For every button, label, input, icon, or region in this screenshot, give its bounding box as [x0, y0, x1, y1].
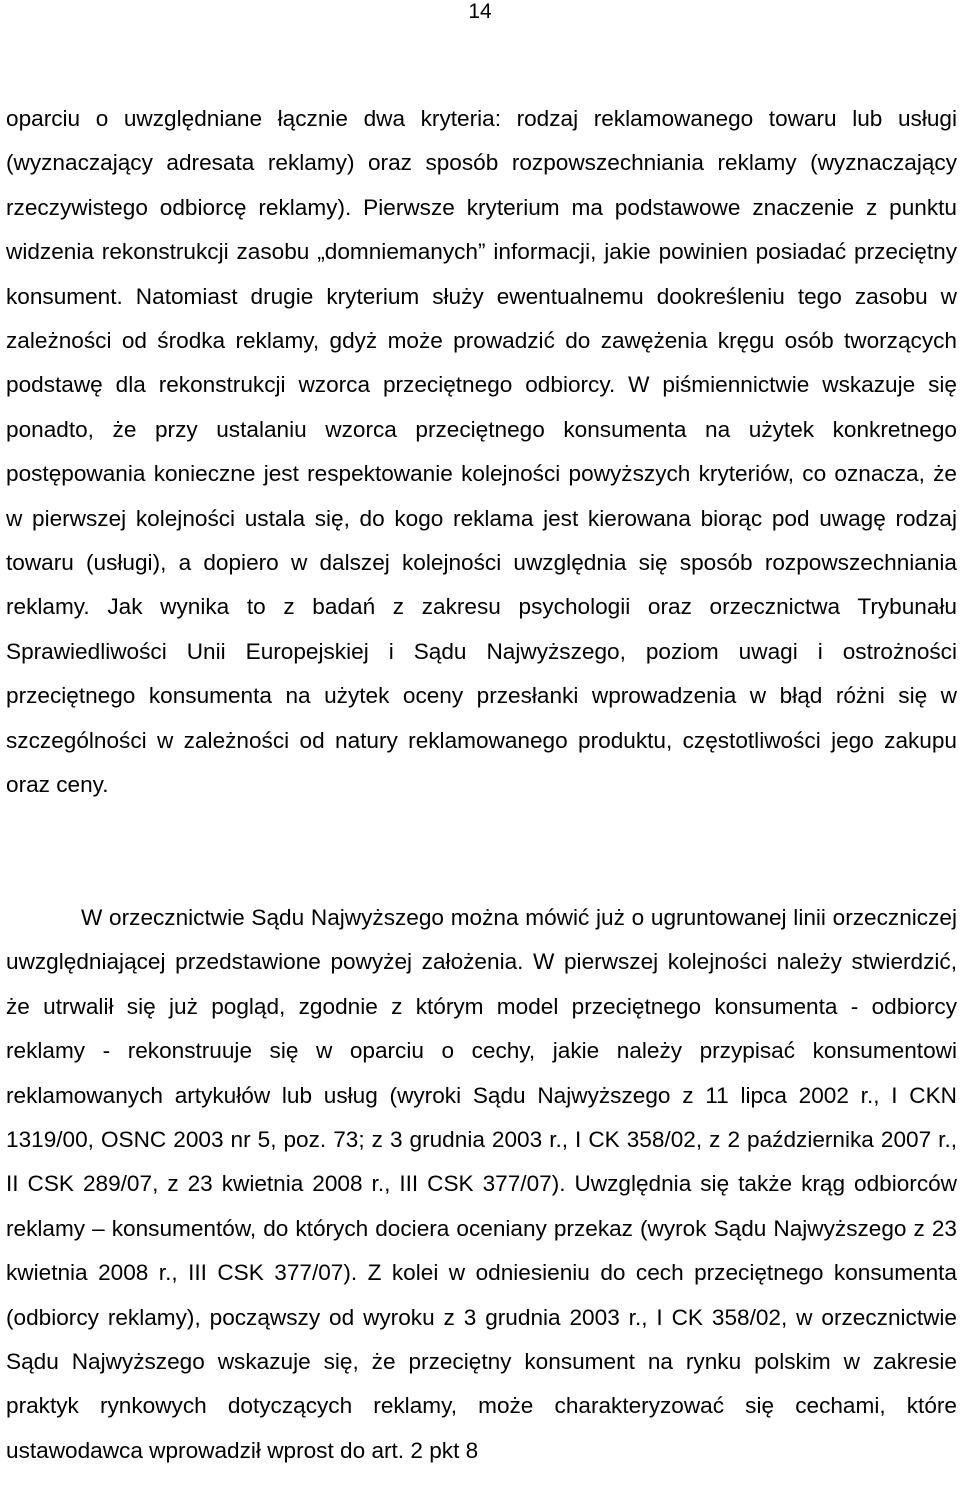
- body-paragraph-1: oparciu o uwzględniane łącznie dwa kryteria: rodzaj reklamowanego towaru lub usługi (wyznaczający adresata reklamy) oraz sposób rozpowszechniania reklamy (wyznaczający rzeczywistego odbiorcę reklamy). Pierwsze kryterium ma podstawowe znaczenie z punktu widzenia rekonstrukcji zasobu „domniemanych” informacji, jakie powinien posiadać przeciętny konsument. Natomiast drugie kryterium służy ewentualnemu dookreśleniu tego zasobu w zależności od środka reklamy, gdyż może prowadzić do zawężenia kręgu osób tworzących podstawę dla rekonstrukcji wzorca przeciętnego odbiorcy. W piśmiennictwie wskazuje się ponadto, że przy ustalaniu wzorca przeciętnego konsumenta na użytek konkretnego postępowania konieczne jest respektowanie kolejności powyższych kryteriów, co oznacza, że w pierwszej kolejności ustala się, do kogo reklama jest kierowana biorąc pod uwagę rodzaj towaru (usługi), a dopiero w dalszej kolejności uwzględnia się sposób rozpowszechniania reklamy. Jak wynika to z badań z zakresu psychologii oraz orzecznictwa Trybunału Sprawiedliwości Unii Europejskiej i Sądu Najwyższego, poziom uwagi i ostrożności przeciętnego konsumenta na użytek oceny przesłanki wprowadzenia w błąd różni się w szczególności w zależności od natury reklamowanego produktu, częstotliwości jego zakupu oraz ceny.: [6, 106, 957, 798]
- page-number: 14: [468, 0, 492, 23]
- body-paragraph-2: W orzecznictwie Sądu Najwyższego można mówić już o ugruntowanej linii orzeczniczej uwzględniającej przedstawione powyżej założenia. W pierwszej kolejności należy stwierdzić, że utrwalił się już pogląd, zgodnie z którym model przeciętnego konsumenta - odbiorcy reklamy - rekonstruuje się w oparciu o cechy, jakie należy przypisać konsumentowi reklamowanych artykułów lub usług (wyroki Sądu Najwyższego z 11 lipca 2002 r., I CKN 1319/00, OSNC 2003 nr 5, poz. 73; z 3 grudnia 2003 r., I CK 358/02, z 2 października 2007 r., II CSK 289/07, z 23 kwietnia 2008 r., III CSK 377/07). Uwzględnia się także krąg odbiorców reklamy – konsumentów, do których dociera oceniany przekaz (wyrok Sądu Najwyższego z 23 kwietnia 2008 r., III CSK 377/07). Z kolei w odniesieniu do cech przeciętnego konsumenta (odbiorcy reklamy), począwszy od wyroku z 3 grudnia 2003 r., I CK 358/02, w orzecznictwie Sądu Najwyższego wskazuje się, że przeciętny konsument na rynku polskim w zakresie praktyk rynkowych dotyczących reklamy, może charakteryzować się cechami, które ustawodawca wprowadził wprost do art. 2 pkt 8: [6, 905, 957, 1463]
